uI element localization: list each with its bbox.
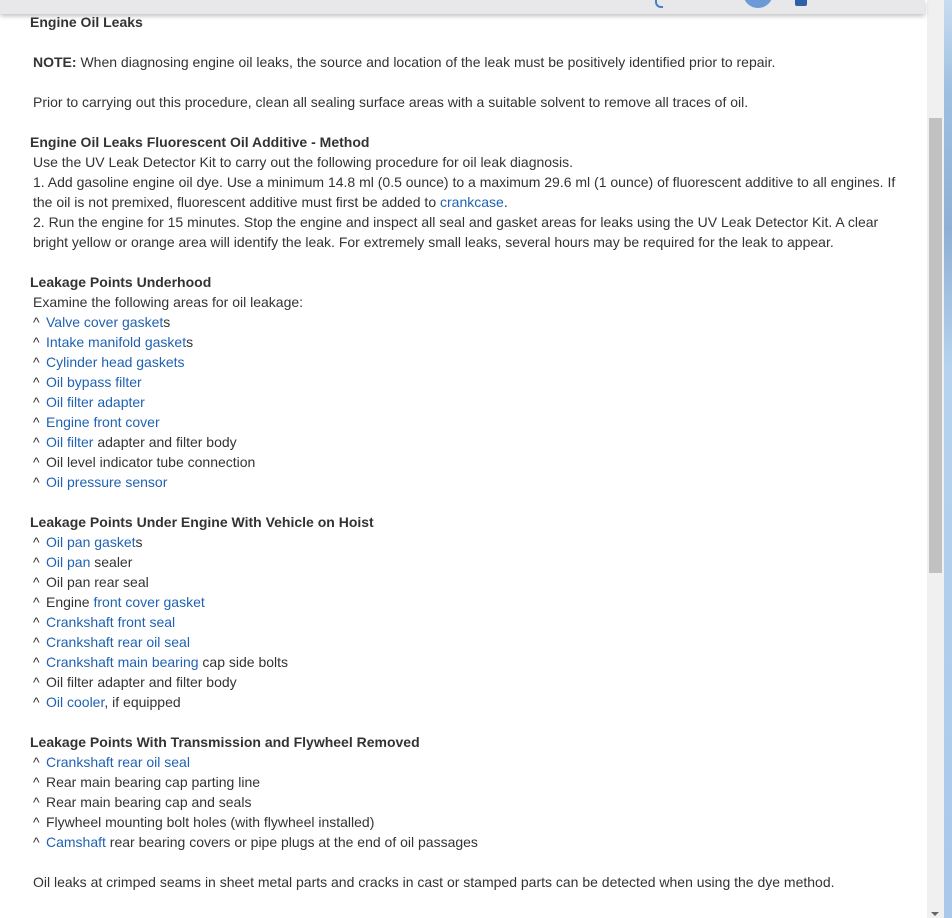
list-item xyxy=(30,352,910,372)
window-edge xyxy=(944,0,952,918)
caret-bullet-icon: ^ xyxy=(33,454,40,470)
caret-bullet-icon: ^ xyxy=(33,314,40,330)
caret-bullet-icon: ^ xyxy=(33,394,40,410)
list-item xyxy=(30,832,910,852)
refresh-icon[interactable] xyxy=(655,0,663,8)
list-item xyxy=(30,392,910,412)
item-text: Flywheel mounting bolt holes (with flywheel installed) xyxy=(46,814,375,830)
list-item xyxy=(30,312,910,332)
component-link[interactable]: front cover gasket xyxy=(93,594,205,610)
article xyxy=(30,12,910,892)
caret-bullet-icon: ^ xyxy=(33,594,40,610)
item-text: , if equipped xyxy=(104,694,181,710)
section-heading: Leakage Points With Transmission and Flywheel Removed xyxy=(30,734,420,750)
list-item xyxy=(30,652,910,672)
item-text: Rear main bearing cap and seals xyxy=(46,794,252,810)
footer-text: Oil leaks at crimped seams in sheet metal parts and cracks in cast or stamped parts can be detected when using the dye method. xyxy=(33,874,835,890)
method-heading: Engine Oil Leaks Fluorescent Oil Additive - Method xyxy=(30,134,370,150)
item-text: Oil filter adapter and filter body xyxy=(46,674,237,690)
component-link[interactable]: Crankshaft rear oil seal xyxy=(46,634,190,650)
step-1-text: 1. Add gasoline engine oil dye. Use a minimum 14.8 ml (0.5 ounce) to a maximum 29.6 ml (1 ounce) of fluorescent additive to all engines. If the oil is not premixed, fluorescent additive must first be added to xyxy=(33,174,896,210)
component-link[interactable]: Oil cooler xyxy=(46,694,105,710)
caret-bullet-icon: ^ xyxy=(33,674,40,690)
list-item xyxy=(30,772,910,792)
caret-bullet-icon: ^ xyxy=(33,414,40,430)
component-link[interactable]: Oil filter xyxy=(46,434,94,450)
caret-bullet-icon: ^ xyxy=(33,434,40,450)
caret-bullet-icon: ^ xyxy=(33,694,40,710)
caret-bullet-icon: ^ xyxy=(33,354,40,370)
crankcase-link[interactable]: crankcase xyxy=(440,194,504,210)
caret-bullet-icon: ^ xyxy=(33,794,40,810)
component-link[interactable]: Intake manifold gasket xyxy=(46,334,187,350)
section-heading: Leakage Points Underhood xyxy=(30,274,212,290)
scroll-down-arrow-icon[interactable] xyxy=(931,912,939,916)
component-link[interactable]: Crankshaft main bearing xyxy=(46,654,199,670)
caret-bullet-icon: ^ xyxy=(33,554,40,570)
list-item xyxy=(30,412,910,432)
item-text: adapter and filter body xyxy=(93,434,237,450)
caret-bullet-icon: ^ xyxy=(33,534,40,550)
list-item xyxy=(30,572,910,592)
list-item xyxy=(30,472,910,492)
list-item xyxy=(30,332,910,352)
list-item xyxy=(30,372,910,392)
item-text: Engine xyxy=(46,594,94,610)
toolbar xyxy=(0,0,925,14)
component-link[interactable]: Oil pressure sensor xyxy=(46,474,168,490)
component-link[interactable]: Oil bypass filter xyxy=(46,374,142,390)
method-step-1 xyxy=(30,172,910,212)
scrollbar-thumb[interactable] xyxy=(929,118,942,573)
section-heading: Leakage Points Under Engine With Vehicle on Hoist xyxy=(30,514,374,530)
caret-bullet-icon: ^ xyxy=(33,634,40,650)
component-link[interactable]: Camshaft xyxy=(46,834,106,850)
list-item xyxy=(30,552,910,572)
list-item xyxy=(30,532,910,552)
component-link[interactable]: Oil filter adapter xyxy=(46,394,145,410)
section-intro: Examine the following areas for oil leakage: xyxy=(33,294,304,310)
item-text: s xyxy=(163,314,171,330)
component-link[interactable]: Oil pan xyxy=(46,554,91,570)
component-link[interactable]: Cylinder head gaskets xyxy=(46,354,185,370)
caret-bullet-icon: ^ xyxy=(33,334,40,350)
note-text: When diagnosing engine oil leaks, the source and location of the leak must be positively identified prior to repair. xyxy=(76,54,776,70)
step-1-end: . xyxy=(503,194,508,210)
user-avatar[interactable] xyxy=(743,0,773,8)
list-item xyxy=(30,592,910,612)
component-link[interactable]: Crankshaft rear oil seal xyxy=(46,754,190,770)
calendar-add-icon[interactable] xyxy=(795,0,807,6)
item-text: rear bearing covers or pipe plugs at the end of oil passages xyxy=(105,834,478,850)
list-item xyxy=(30,752,910,772)
prior-text: Prior to carrying out this procedure, clean all sealing surface areas with a suitable solvent to remove all traces of oil. xyxy=(33,94,749,110)
item-text: Oil level indicator tube connection xyxy=(46,454,256,470)
vertical-scrollbar[interactable] xyxy=(927,0,944,918)
method-step-2: 2. Run the engine for 15 minutes. Stop the engine and inspect all seal and gasket areas for leaks using the UV Leak Detector Kit. A clear bright yellow or orange area will identify the leak. For extremely small leaks, several hours may be required for the leak to appear. xyxy=(33,214,879,250)
caret-bullet-icon: ^ xyxy=(33,834,40,850)
note-label: NOTE: xyxy=(33,54,77,70)
caret-bullet-icon: ^ xyxy=(33,774,40,790)
caret-bullet-icon: ^ xyxy=(33,474,40,490)
list-item xyxy=(30,692,910,712)
item-text: cap side bolts xyxy=(198,654,289,670)
item-text: s xyxy=(135,534,143,550)
caret-bullet-icon: ^ xyxy=(33,614,40,630)
item-text: Oil pan rear seal xyxy=(46,574,149,590)
caret-bullet-icon: ^ xyxy=(33,654,40,670)
list-item xyxy=(30,612,910,632)
caret-bullet-icon: ^ xyxy=(33,374,40,390)
item-text: s xyxy=(186,334,194,350)
note xyxy=(30,52,910,72)
component-link[interactable]: Oil pan gasket xyxy=(46,534,136,550)
list-item xyxy=(30,632,910,652)
list-item xyxy=(30,432,910,452)
component-link[interactable]: Engine front cover xyxy=(46,414,160,430)
list-item xyxy=(30,792,910,812)
list-item xyxy=(30,812,910,832)
item-text: Rear main bearing cap parting line xyxy=(46,774,261,790)
component-link[interactable]: Valve cover gasket xyxy=(46,314,164,330)
list-item xyxy=(30,452,910,472)
item-text: sealer xyxy=(90,554,133,570)
caret-bullet-icon: ^ xyxy=(33,574,40,590)
caret-bullet-icon: ^ xyxy=(33,814,40,830)
list-item xyxy=(30,672,910,692)
component-link[interactable]: Crankshaft front seal xyxy=(46,614,176,630)
caret-bullet-icon: ^ xyxy=(33,754,40,770)
method-intro: Use the UV Leak Detector Kit to carry out the following procedure for oil leak diagnosis. xyxy=(33,154,574,170)
page-title: Engine Oil Leaks xyxy=(30,14,143,30)
